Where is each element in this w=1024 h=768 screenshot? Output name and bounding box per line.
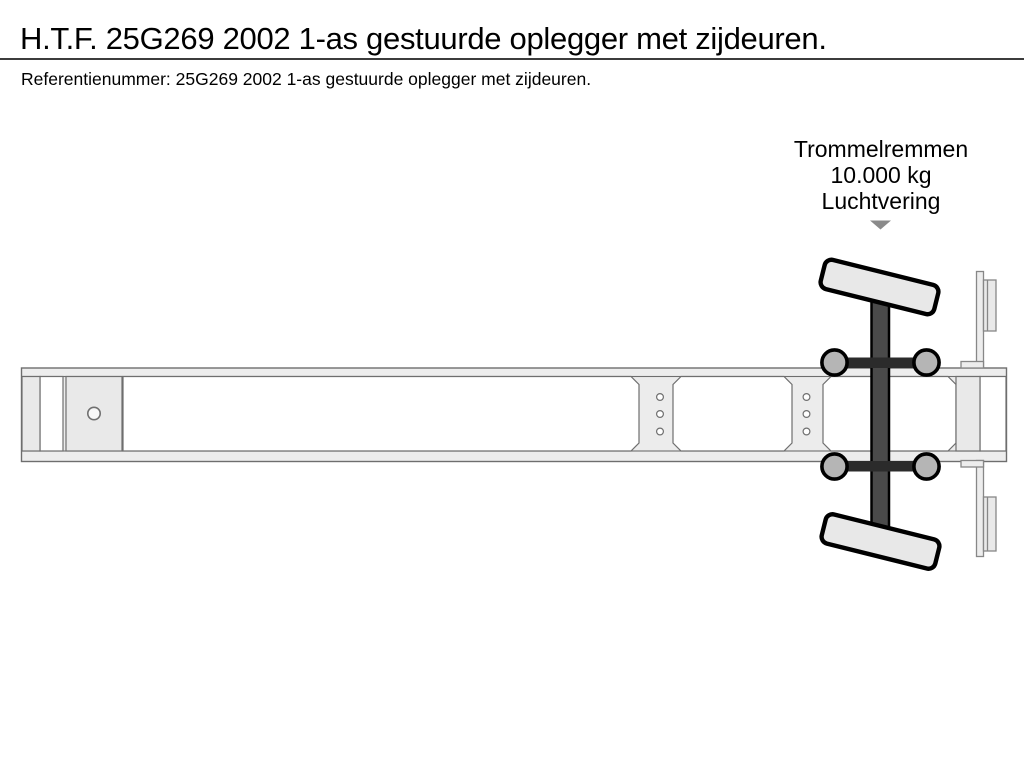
bracket-foot bbox=[961, 362, 984, 369]
rear-bracket-top bbox=[961, 272, 996, 369]
annotation-pointer-icon bbox=[870, 221, 891, 230]
kingpin bbox=[88, 407, 100, 419]
annotation-line-brakes: Trommelremmen bbox=[793, 136, 969, 162]
bracket-arm bbox=[977, 272, 984, 368]
mid-panel bbox=[673, 377, 792, 452]
main-panel bbox=[123, 377, 639, 452]
brake-bar-top bbox=[836, 358, 925, 369]
annotation-line-suspension: Luchtvering bbox=[821, 188, 941, 214]
page-title: H.T.F. 25G269 2002 1-as gestuurde oplegger met zijdeuren. bbox=[20, 21, 827, 56]
axle-beam bbox=[872, 296, 890, 528]
front-panel-strip bbox=[40, 377, 63, 452]
tail-panel bbox=[980, 377, 1006, 452]
beam-panels bbox=[40, 377, 1006, 452]
gusset2-hole bbox=[803, 394, 810, 401]
drum-brake-bottom-right bbox=[914, 454, 939, 479]
brake-bar-bottom bbox=[836, 461, 925, 472]
drum-brake-bottom-left bbox=[822, 454, 847, 479]
bracket-plate bbox=[984, 497, 997, 551]
reference-line: Referentienummer: 25G269 2002 1-as gestuurde oplegger met zijdeuren. bbox=[21, 69, 592, 89]
rear-bracket-bottom bbox=[961, 461, 996, 557]
gusset2-hole bbox=[803, 411, 810, 418]
rear-crossmember bbox=[956, 377, 980, 452]
drum-brake-top-right bbox=[914, 350, 939, 375]
gusset1-hole bbox=[657, 411, 664, 418]
bracket-arm bbox=[977, 461, 984, 557]
bracket-plate bbox=[984, 280, 997, 331]
gusset1-hole bbox=[657, 428, 664, 435]
drum-brake-top-left bbox=[822, 350, 847, 375]
gusset2-hole bbox=[803, 428, 810, 435]
bracket-foot bbox=[961, 461, 984, 468]
gusset1-hole bbox=[657, 394, 664, 401]
front-end-cap bbox=[22, 377, 40, 452]
annotation-line-axle-load: 10.000 kg bbox=[830, 162, 932, 188]
